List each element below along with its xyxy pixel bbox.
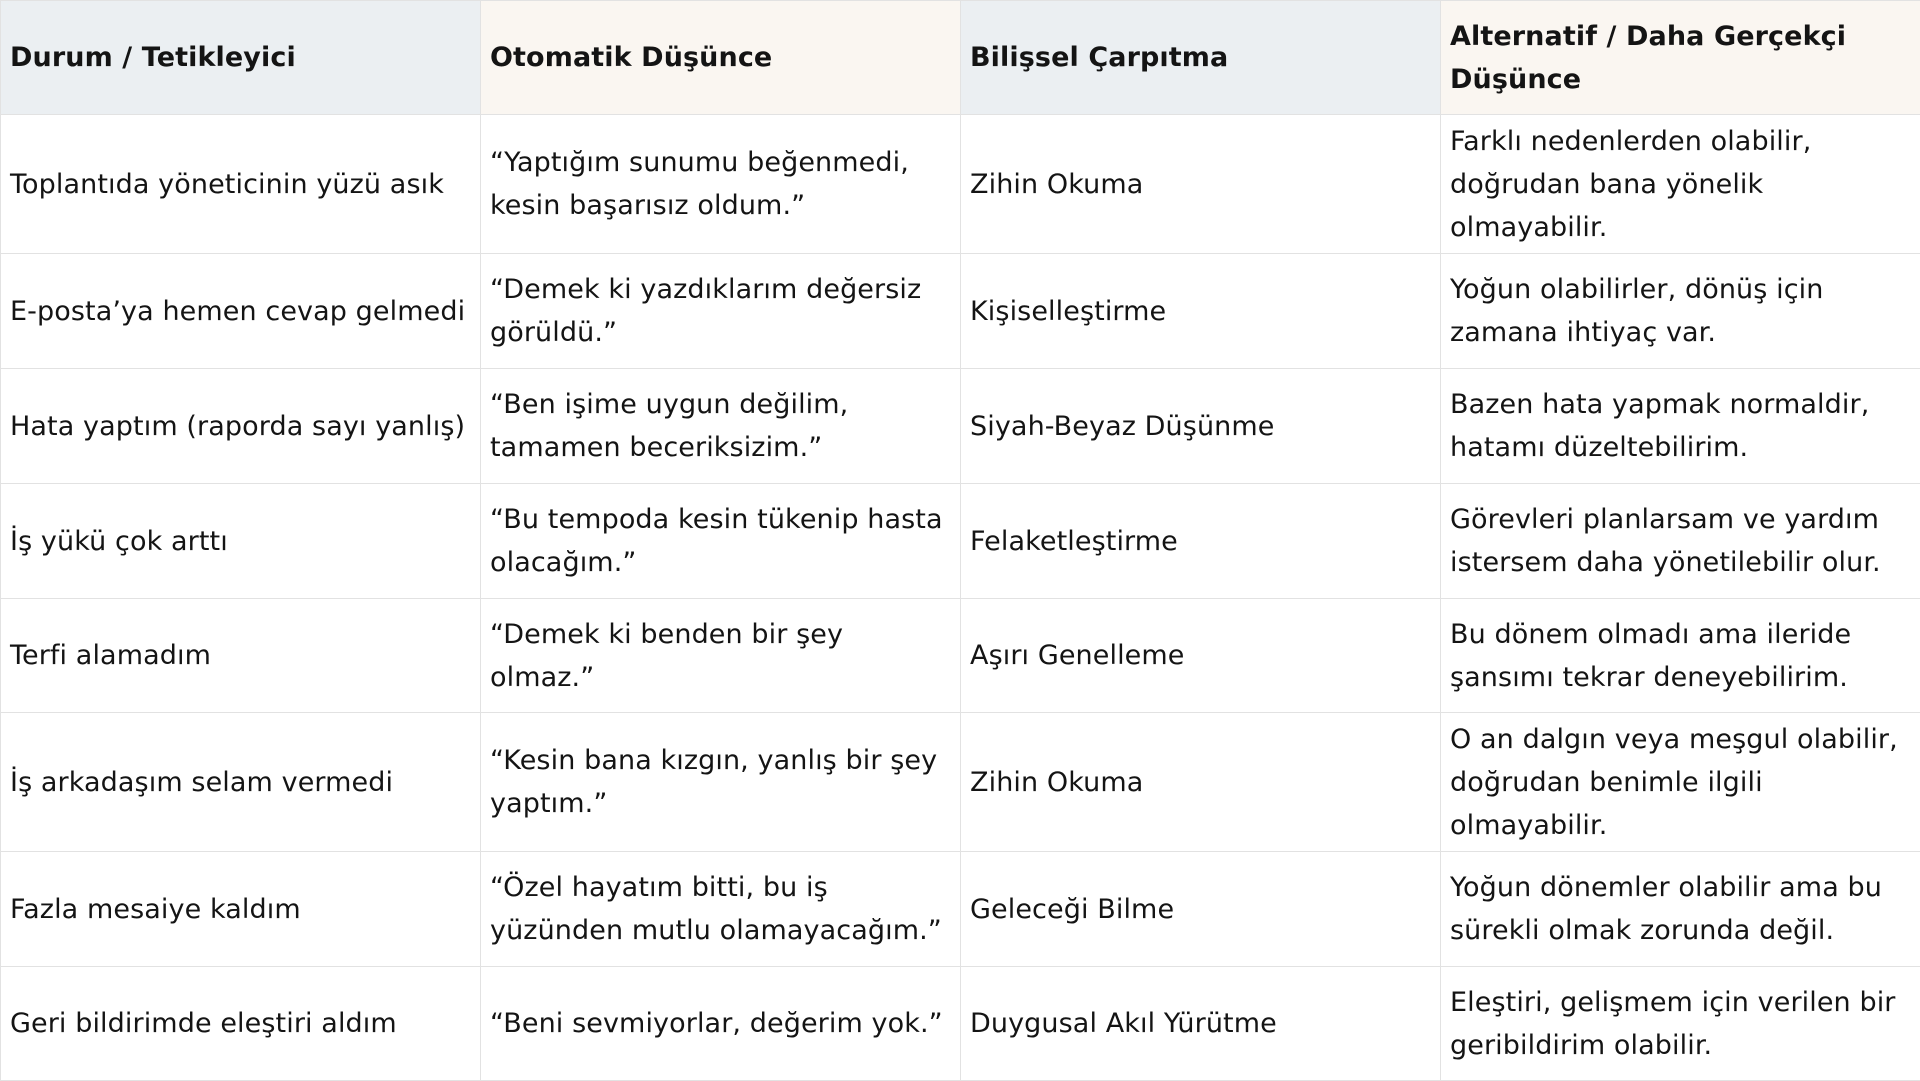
table-row xyxy=(1,369,1920,484)
column-header-situation: Durum / Tetikleyici xyxy=(1,1,481,115)
cognitive-distortion-cell: Aşırı Genelleme xyxy=(961,599,1441,713)
automatic-thought-cell: “Ben işime uygun değilim, tamamen beceriksizim.” xyxy=(481,369,961,484)
alternative-thought-cell: O an dalgın veya meşgul olabilir, doğrudan benimle ilgili olmayabilir. xyxy=(1441,713,1920,852)
cognitive-distortion-cell: Zihin Okuma xyxy=(961,115,1441,254)
automatic-thought-cell: “Yaptığım sunumu beğenmedi, kesin başarısız oldum.” xyxy=(481,115,961,254)
alternative-thought-cell: Farklı nedenlerden olabilir, doğrudan bana yönelik olmayabilir. xyxy=(1441,115,1920,254)
alternative-thought-cell: Eleştiri, gelişmem için verilen bir geribildirim olabilir. xyxy=(1441,967,1920,1081)
column-header-cognitive-distortion: Bilişsel Çarpıtma xyxy=(961,1,1441,115)
cognitive-distortion-cell: Kişiselleştirme xyxy=(961,254,1441,369)
situation-cell: Geri bildirimde eleştiri aldım xyxy=(1,967,481,1081)
automatic-thought-cell: “Bu tempoda kesin tükenip hasta olacağım.” xyxy=(481,484,961,599)
automatic-thought-cell: “Kesin bana kızgın, yanlış bir şey yaptım.” xyxy=(481,713,961,852)
situation-cell: Terfi alamadım xyxy=(1,599,481,713)
cognitive-distortion-cell: Geleceği Bilme xyxy=(961,852,1441,967)
cognitive-distortion-cell: Siyah-Beyaz Düşünme xyxy=(961,369,1441,484)
table-row xyxy=(1,254,1920,369)
table-row xyxy=(1,852,1920,967)
table-row xyxy=(1,599,1920,713)
column-header-alternative-thought: Alternatif / Daha Gerçekçi Düşünce xyxy=(1441,1,1920,115)
cognitive-distortion-cell: Zihin Okuma xyxy=(961,713,1441,852)
situation-cell: İş yükü çok arttı xyxy=(1,484,481,599)
table-row xyxy=(1,115,1920,254)
header-row xyxy=(1,1,1920,115)
alternative-thought-cell: Bu dönem olmadı ama ileride şansımı tekrar deneyebilirim. xyxy=(1441,599,1920,713)
situation-cell: Fazla mesaiye kaldım xyxy=(1,852,481,967)
column-header-automatic-thought: Otomatik Düşünce xyxy=(481,1,961,115)
situation-cell: Hata yaptım (raporda sayı yanlış) xyxy=(1,369,481,484)
table-row xyxy=(1,967,1920,1081)
table-header xyxy=(1,1,1920,115)
situation-cell: Toplantıda yöneticinin yüzü asık xyxy=(1,115,481,254)
automatic-thought-cell: “Özel hayatım bitti, bu iş yüzünden mutlu olamayacağım.” xyxy=(481,852,961,967)
alternative-thought-cell: Yoğun olabilirler, dönüş için zamana ihtiyaç var. xyxy=(1441,254,1920,369)
alternative-thought-cell: Bazen hata yapmak normaldir, hatamı düzeltebilirim. xyxy=(1441,369,1920,484)
alternative-thought-cell: Görevleri planlarsam ve yardım istersem daha yönetilebilir olur. xyxy=(1441,484,1920,599)
situation-cell: İş arkadaşım selam vermedi xyxy=(1,713,481,852)
automatic-thought-cell: “Beni sevmiyorlar, değerim yok.” xyxy=(481,967,961,1081)
table-row xyxy=(1,484,1920,599)
cognitive-distortion-cell: Duygusal Akıl Yürütme xyxy=(961,967,1441,1081)
automatic-thought-cell: “Demek ki benden bir şey olmaz.” xyxy=(481,599,961,713)
table-body xyxy=(1,115,1920,1081)
situation-cell: E-posta’ya hemen cevap gelmedi xyxy=(1,254,481,369)
automatic-thought-cell: “Demek ki yazdıklarım değersiz görüldü.” xyxy=(481,254,961,369)
alternative-thought-cell: Yoğun dönemler olabilir ama bu sürekli olmak zorunda değil. xyxy=(1441,852,1920,967)
cognitive-distortion-cell: Felaketleştirme xyxy=(961,484,1441,599)
table-row xyxy=(1,713,1920,852)
